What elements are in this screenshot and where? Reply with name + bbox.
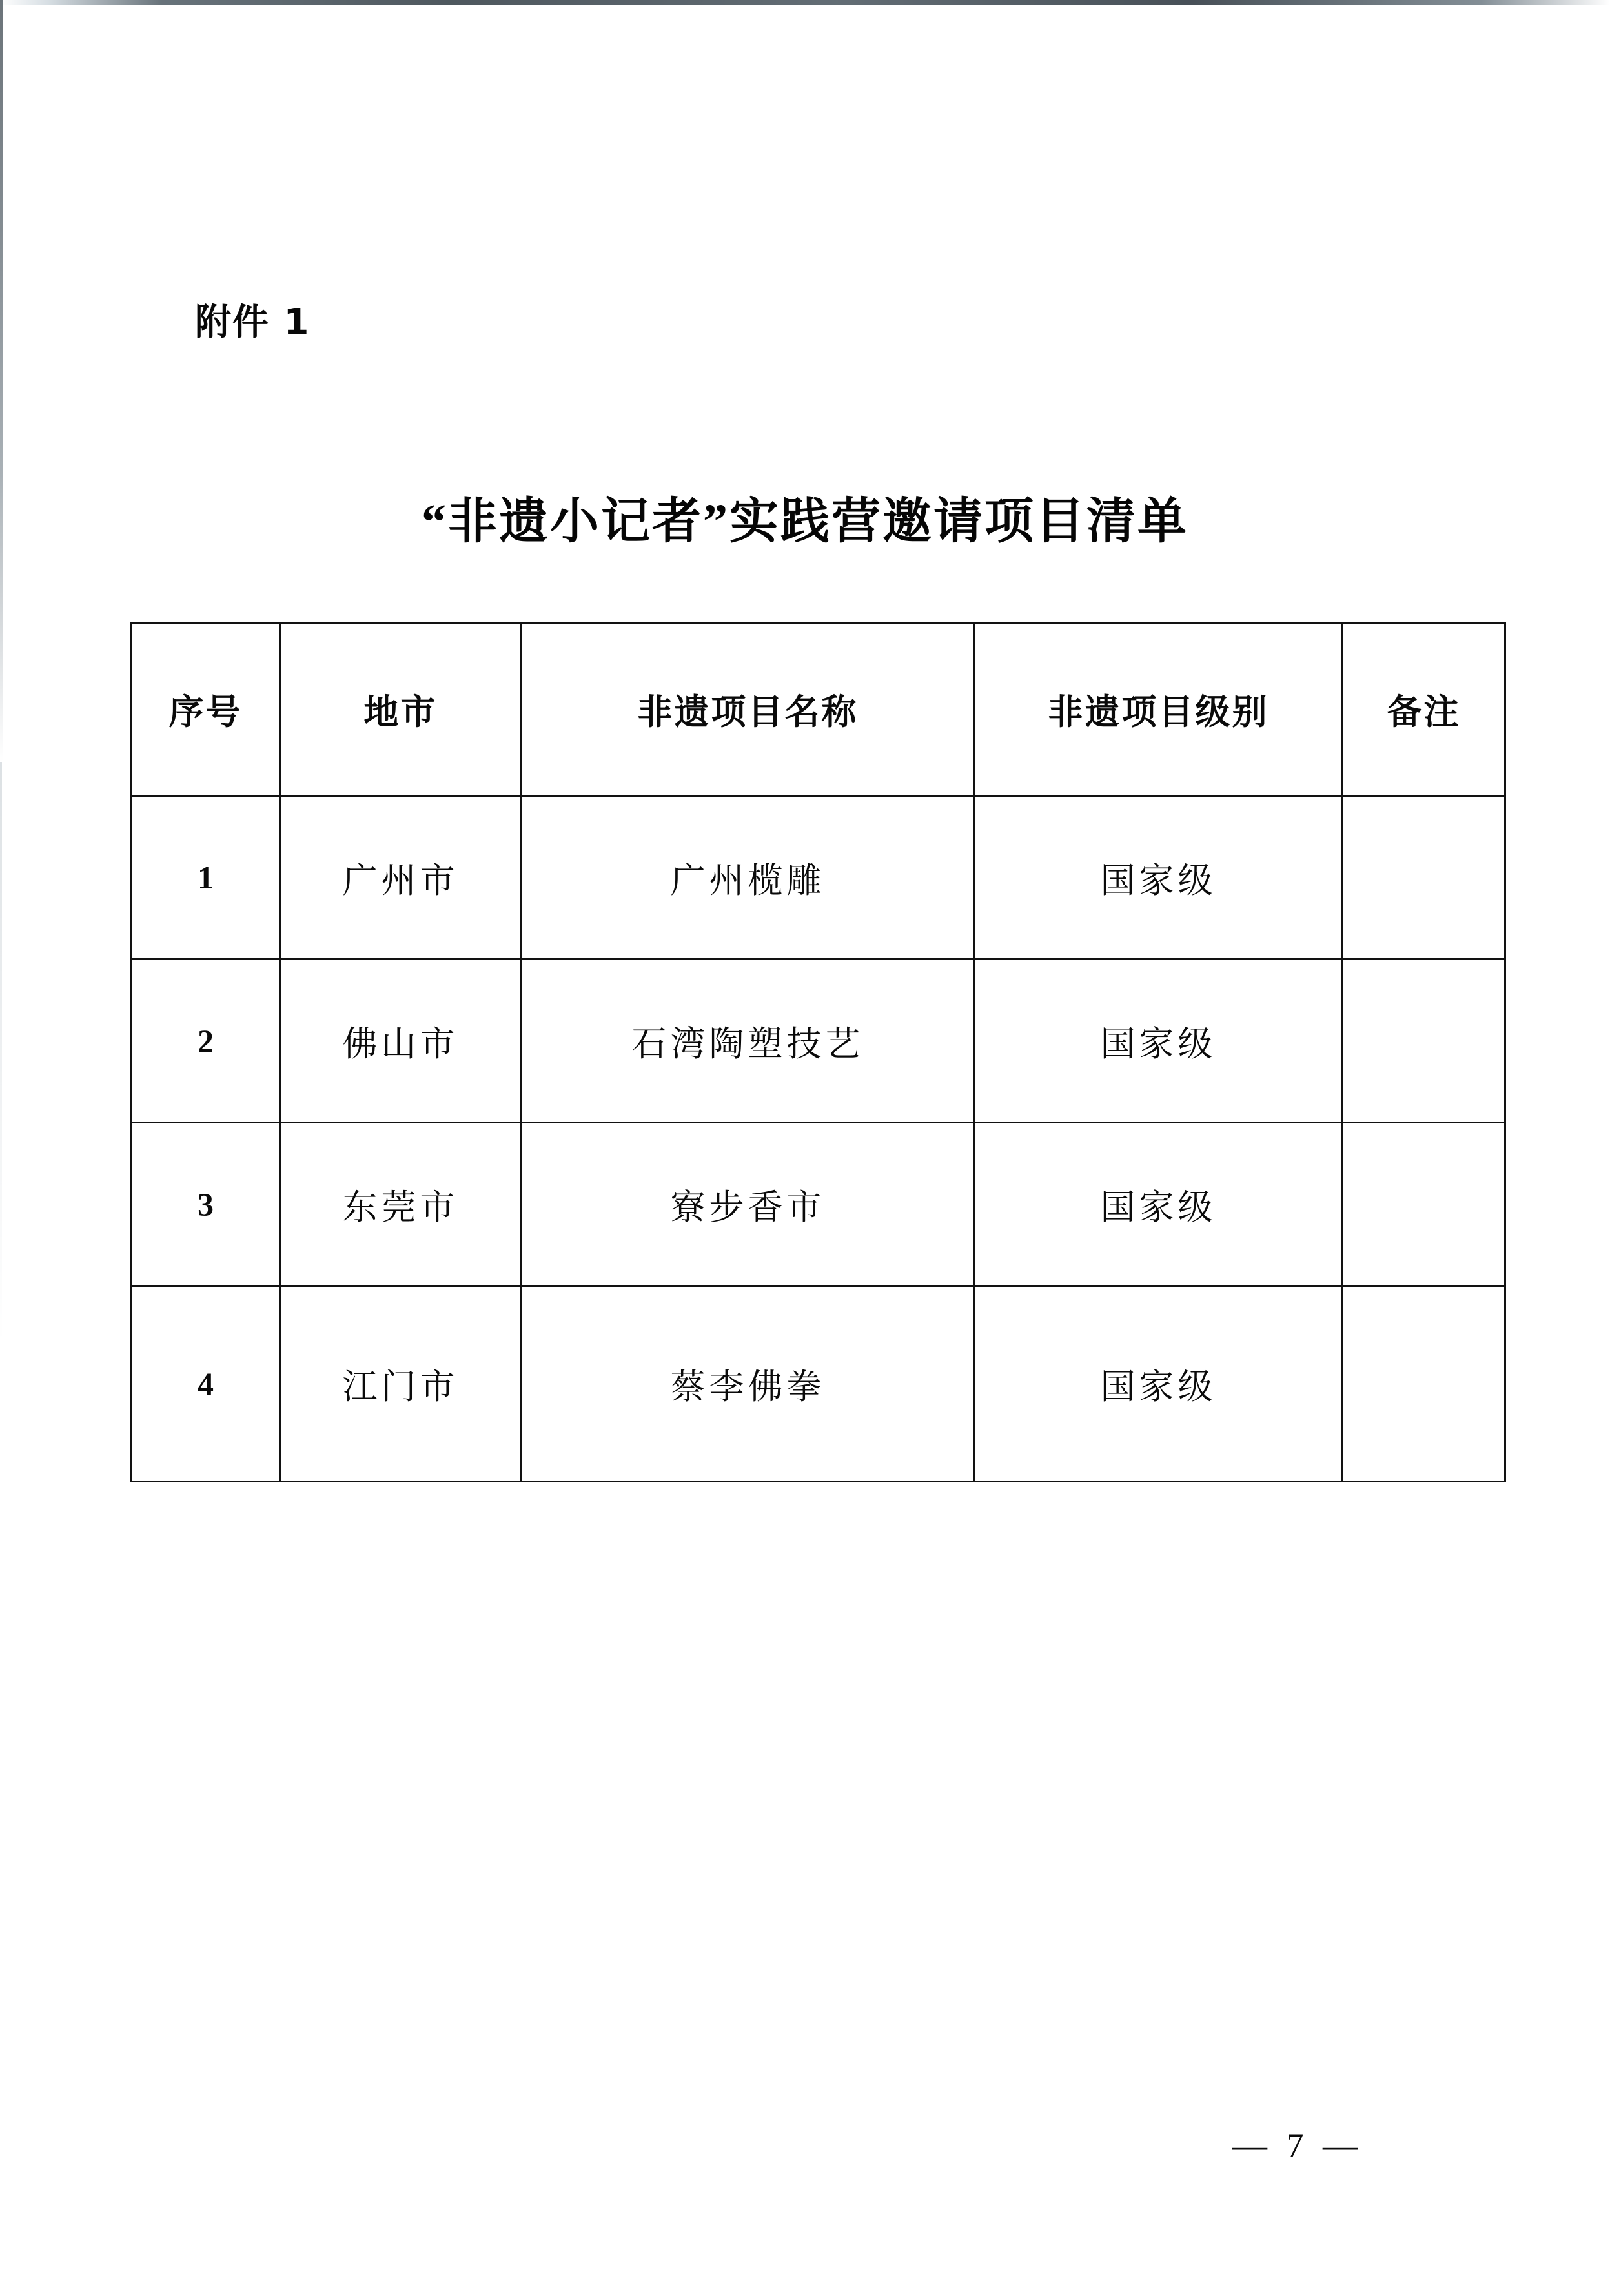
column-header-project-level: 非遗项目级别 — [975, 623, 1343, 796]
cell-city: 佛山市 — [280, 959, 522, 1123]
page-title: “非遗小记者”实践营邀请项目清单 — [422, 495, 1188, 549]
cell-city: 广州市 — [280, 796, 522, 959]
cell-index: 2 — [132, 959, 280, 1123]
cell-index: 4 — [132, 1286, 280, 1482]
scan-edge-top — [0, 0, 1610, 5]
table-row — [132, 796, 1505, 959]
table-row — [132, 1123, 1505, 1286]
column-header-index: 序号 — [132, 623, 280, 796]
column-header-project-name: 非遗项目名称 — [522, 623, 975, 796]
cell-project-name: 广州榄雕 — [522, 796, 975, 959]
table-row — [132, 959, 1505, 1123]
cell-project-level: 国家级 — [975, 796, 1343, 959]
cell-project-name: 石湾陶塑技艺 — [522, 959, 975, 1123]
cell-project-name: 寮步香市 — [522, 1123, 975, 1286]
cell-note — [1343, 796, 1505, 959]
cell-note — [1343, 959, 1505, 1123]
cell-city: 江门市 — [280, 1286, 522, 1482]
page-number-footer: — 7 — — [1232, 2126, 1363, 2165]
cell-city: 东莞市 — [280, 1123, 522, 1286]
project-list-table — [130, 622, 1506, 1482]
cell-project-name: 蔡李佛拳 — [522, 1286, 975, 1482]
cell-index: 3 — [132, 1123, 280, 1286]
column-header-city: 地市 — [280, 623, 522, 796]
cell-project-level: 国家级 — [975, 1286, 1343, 1482]
cell-project-level: 国家级 — [975, 1123, 1343, 1286]
scan-edge-left-lower — [0, 762, 2, 1343]
scan-edge-left — [0, 0, 3, 762]
attachment-label: 附件 1 — [195, 302, 311, 343]
table-header-row — [132, 623, 1505, 796]
cell-index: 1 — [132, 796, 280, 959]
cell-note — [1343, 1123, 1505, 1286]
column-header-note: 备注 — [1343, 623, 1505, 796]
cell-project-level: 国家级 — [975, 959, 1343, 1123]
table-row — [132, 1286, 1505, 1482]
cell-note — [1343, 1286, 1505, 1482]
